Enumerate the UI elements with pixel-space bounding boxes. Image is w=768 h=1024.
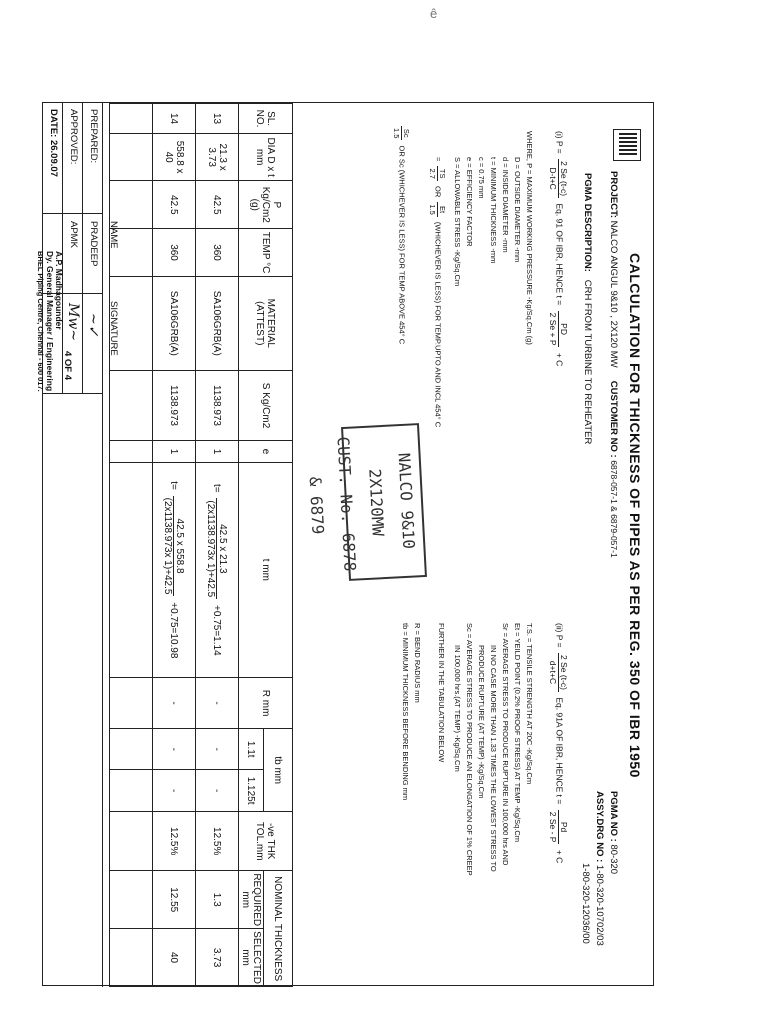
signature-header: SIGNATURE xyxy=(108,301,119,356)
assy-value-2: 1-80-320-12036/00 xyxy=(580,863,591,944)
col-tb-1-1t: 1.1t xyxy=(239,729,264,770)
col-tb: tb mm xyxy=(264,729,293,812)
date-label: DATE: 26.09.07 xyxy=(48,109,59,177)
creep-stress-rule: Sc 1.5 OR Sc (WHICHEVER IS LESS) FOR TEMP ABOVE 454° C xyxy=(392,128,411,345)
approved-name: APMK xyxy=(68,221,79,248)
signoff-block xyxy=(36,103,119,987)
col-thickness: t mm xyxy=(239,462,293,677)
thickness-calc: t= 42.5 x 558.8 (2x1138.973x 1)+42.5 +0.75=10.98 xyxy=(153,462,196,677)
col-temp: TEMP °C xyxy=(239,229,293,276)
formula-i: (i) P = 2 Se (t-c) D-t+C Eq. 91 OF IBR, HENCE t = PD 2 Se + P + C xyxy=(548,131,569,367)
col-dia: DIA D x t mm xyxy=(239,134,293,181)
assy-label: ASSY.DRG NO : xyxy=(594,791,605,863)
scan-mark: ê xyxy=(430,6,438,21)
where-definitions: WHERE, P = MAXIMUM WORKING PRESSURE -Kg/Sq.Cm (g) D = OUTSIDE DIAMETER -mm d = INSIDE DIAMETER -mm t = MINIMUM THICKNESS -mm c = 0.75 mm e = EFFICIENCY FACTOR S = ALLOWABLE STRESS -Kg/Sq.Cm xyxy=(453,131,534,345)
pgma-no-value: 80-320 xyxy=(608,844,619,875)
pgma-no-label: PGMA NO : xyxy=(608,791,619,842)
assy-value-1: 1-80-320-10702/03 xyxy=(594,864,605,946)
col-material: MATERIAL (ATTEST) xyxy=(239,276,293,370)
name-header: NAME xyxy=(108,221,119,249)
approved-signature: Mw~ xyxy=(65,303,81,342)
col-tb-1-125t: 1.125t xyxy=(239,770,264,812)
desc-label: PGMA DESCRIPTION: xyxy=(582,173,593,272)
document-sheet xyxy=(36,102,654,986)
col-pressure: P Kg/Cm2 (g) xyxy=(239,181,293,229)
date-value: 26.09.07 xyxy=(48,139,59,177)
project-value: NALCO ANGUL 9&10 , 2X120 MW xyxy=(608,220,619,368)
col-required: REQUIRED mm xyxy=(239,871,264,929)
allowable-stress-rule: = TS 2.7 OR Et 1.5 (WHICHEVER IS LESS) FOR TEMP.UPTO AND INCL 454° C xyxy=(428,157,447,428)
formula-ii: (ii) P = 2 Se (t-c) d+t+C Eq. 91A OF IBR, HENCE t = Pd 2 Se - P + C xyxy=(548,623,569,864)
col-efficiency: e xyxy=(239,441,293,463)
col-bend-radius: R mm xyxy=(239,677,293,729)
prepared-label: PREPARED: xyxy=(88,109,99,164)
table-row: 13 21.3 x 3.73 42.5 360 SA106GRB(A) 1138.973 1 t= 42.5 x 21.3 (2x1138.973x 1)+42.5 +0.75=1.14 - - - 12.5% 1.3 3.73 xyxy=(196,104,239,987)
col-sl-no: SL. NO. xyxy=(239,104,293,134)
page-number: 4 OF 4 xyxy=(62,351,73,381)
desc-value: CRH FROM TURBINE TO REHEATER xyxy=(582,279,593,445)
page-title: CALCULATION FOR THICKNESS OF PIPES AS PER REG. 350 OF IBR 1950 xyxy=(627,253,643,778)
pgma-no xyxy=(608,791,619,874)
rotated-page xyxy=(36,103,655,987)
col-nominal-thickness: NOMINAL THICKNESS xyxy=(264,871,293,987)
thickness-table xyxy=(109,103,293,987)
stress-definitions: T.S. = TENSILE STRENGTH AT 20C -Kg/Sq.Cm Et = YEILD POINT (0.2% PROOF STRESS) AT TEMP -Kg/Sq.Cm Sr = AVERAGE STRESS TO PRODUCE RUPTURE IN 100,000 hrs AND IN NO CASE MORE THAN 1.33 TIMES THE LOWEST STRESS TO PRODUCE RUPTURE (AT TEMP) -Kg/Sq.Cm Sc = AVERAGE STRESS TO PRODUCE AN ELONGATION OF 1% CREEP IN 100,000 hrs.(AT TEMP) -Kg/Sq.Cm FURTHER IN THE TABULATION BELOW R = BEND RADIUS mm tb = MINIMUM THICKNESS BEFORE BENDING mm xyxy=(401,623,534,876)
assy-drg xyxy=(594,791,605,946)
prepared-name: PRADEEP xyxy=(88,221,99,267)
col-stress: S Kg/Cm2 xyxy=(239,370,293,440)
prepared-signature: ~✓ xyxy=(85,313,101,337)
table-row: 14 558.8 x 40 42.5 360 SA106GRB(A) 1138.973 1 t= 42.5 x 558.8 (2x1138.973x 1)+42.5 +0.75=10.98 - - - 12.5% 12.55 40 xyxy=(153,104,196,987)
approved-label: APPROVED: xyxy=(68,109,79,165)
pgma-description xyxy=(582,173,593,444)
bhel-logo xyxy=(613,129,641,161)
col-neg-tolerance: -ve THK TOL.mm xyxy=(239,812,293,871)
customer-label: CUSTOMER NO : xyxy=(608,380,619,458)
project-label: PROJECT: xyxy=(608,171,619,218)
project-line xyxy=(608,171,619,558)
customer-stamp: NALCO 9&10 2X120MW CUST. No. 6878 & 6879 xyxy=(341,423,427,581)
col-selected: SELECTED mm xyxy=(239,929,264,987)
customer-value: 6878-057-1 & 6879-057-1 xyxy=(609,460,619,558)
thickness-calc: t= 42.5 x 21.3 (2x1138.973x 1)+42.5 +0.75=1.14 xyxy=(196,462,239,677)
approver-stamp: A.P. Madhagounder Dy. General Manager / Engineering BHEL Piping Centre, Chennai - 600 017. xyxy=(36,251,64,392)
table-header-row xyxy=(264,104,293,987)
